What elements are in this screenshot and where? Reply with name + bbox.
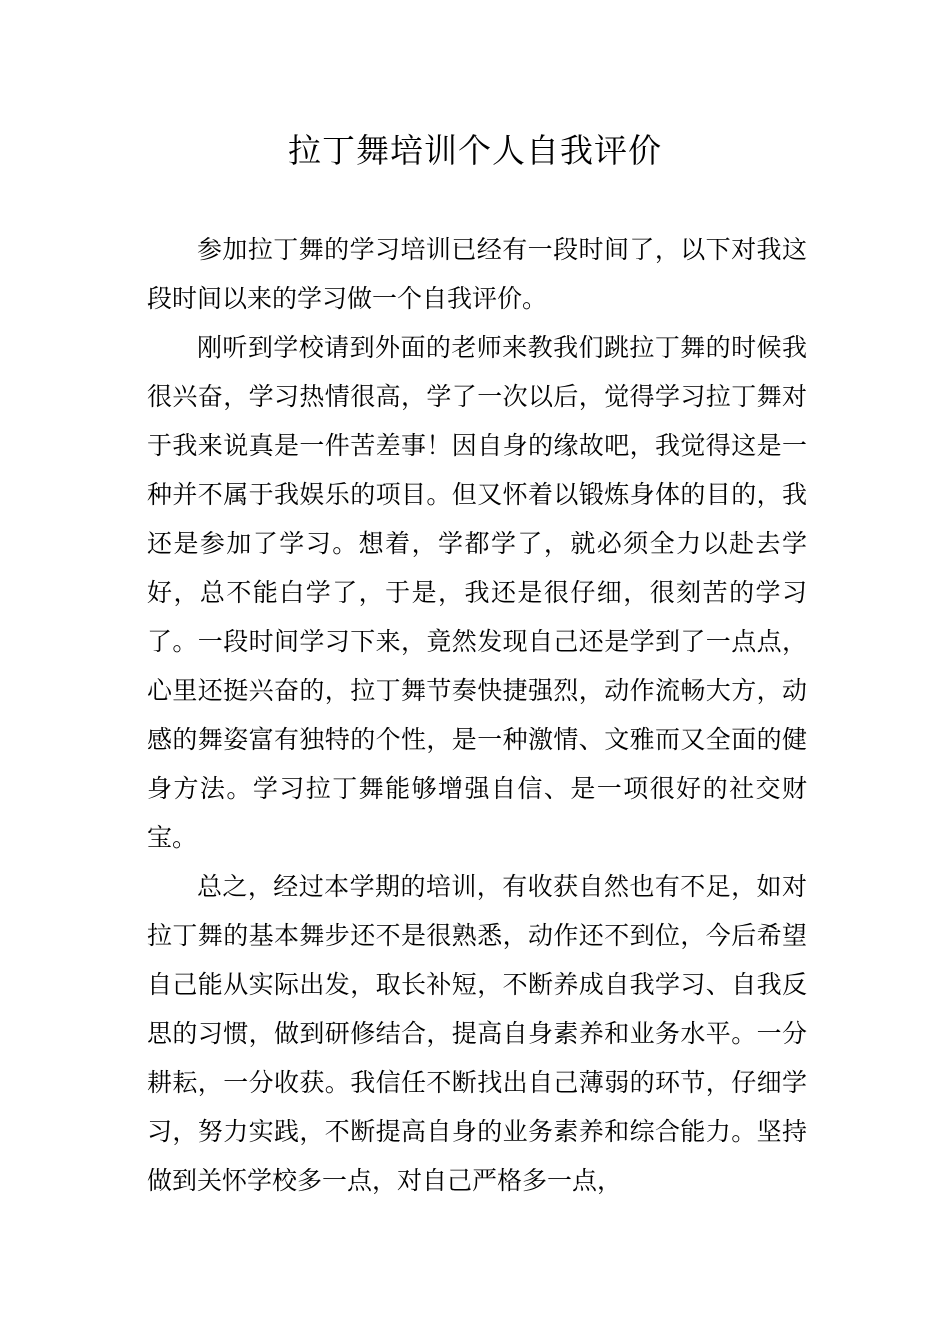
- paragraph-summary: 总之，经过本学期的培训，有收获自然也有不足，如对拉丁舞的基本舞步还不是很熟悉，动作还不到位，今后希望自己能从实际出发，取长补短，不断养成自我学习、自我反思的习惯，做到研修结合，提高自身素养和业务水平。一分耕耘，一分收获。我信任不断找出自己薄弱的环节，仔细学习，努力实践，不断提高自身的业务素养和综合能力。坚持做到关怀学校多一点，对自己严格多一点，: [147, 872, 807, 1195]
- paragraph-intro: 参加拉丁舞的学习培训已经有一段时间了，以下对我这段时间以来的学习做一个自我评价。: [147, 235, 807, 313]
- document-body: [147, 225, 807, 1205]
- document-title: 拉丁舞培训个人自我评价: [288, 131, 662, 170]
- paragraph-experience: 刚听到学校请到外面的老师来教我们跳拉丁舞的时候我很兴奋，学习热情很高，学了一次以后，觉得学习拉丁舞对于我来说真是一件苦差事！因自身的缘故吧，我觉得这是一种并不属于我娱乐的项目。但又怀着以锻炼身体的目的，我还是参加了学习。想着，学都学了，就必须全力以赴去学好，总不能白学了，于是，我还是很仔细，很刻苦的学习了。一段时间学习下来，竟然发现自己还是学到了一点点，心里还挺兴奋的，拉丁舞节奏快捷强烈，动作流畅大方，动感的舞姿富有独特的个性，是一种激情、文雅而又全面的健身方法。学习拉丁舞能够增强自信、是一项很好的社交财宝。: [147, 333, 807, 852]
